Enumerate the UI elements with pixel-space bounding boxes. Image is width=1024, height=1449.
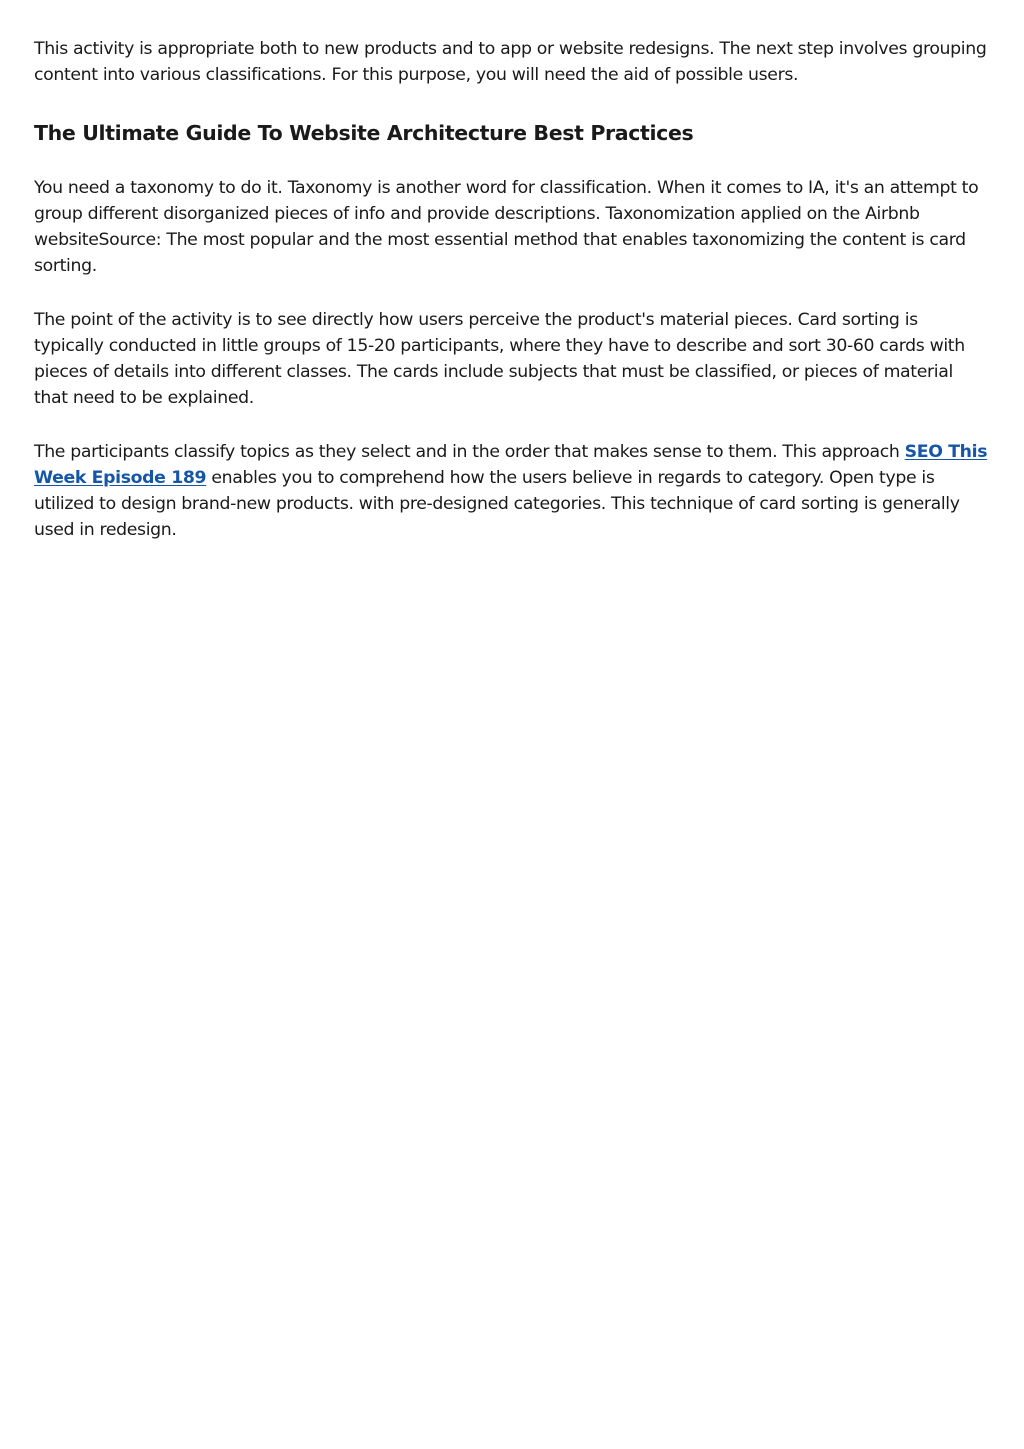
section-heading: The Ultimate Guide To Website Architecture Best Practices: [34, 121, 694, 145]
seo-episode-link[interactable]: SEO This Week Episode 189: [34, 442, 988, 488]
participants-text-before-link: The participants classify topics as they select and in the order that makes sense to them. This approach: [34, 442, 905, 462]
participants-paragraph: [34, 439, 990, 543]
taxonomy-paragraph: You need a taxonomy to do it. Taxonomy is another word for classification. When it comes to IA, it's an attempt to group different disorganized pieces of info and provide descriptions. Taxonomization applied on the Airbnb websiteSource: The most popular and the most essential method that enables taxonomizing the content is card sorting.: [34, 178, 979, 276]
card-sorting-paragraph: The point of the activity is to see directly how users perceive the product's material pieces. Card sorting is typically conducted in little groups of 15-20 participants, where they have to describe and sort 30-60 cards with pieces of details into different classes. The cards include subjects that must be classified, or pieces of material that need to be explained.: [34, 310, 965, 408]
intro-paragraph: This activity is appropriate both to new products and to app or website redesigns. The next step involves grouping content into various classifications. For this purpose, you will need the aid of possible users.: [34, 39, 987, 85]
participants-text-after-link: enables you to comprehend how the users believe in regards to category. Open type is utilized to design brand-new products. with pre-designed categories. This technique of card sorting is generally used in redesign.: [34, 468, 960, 540]
